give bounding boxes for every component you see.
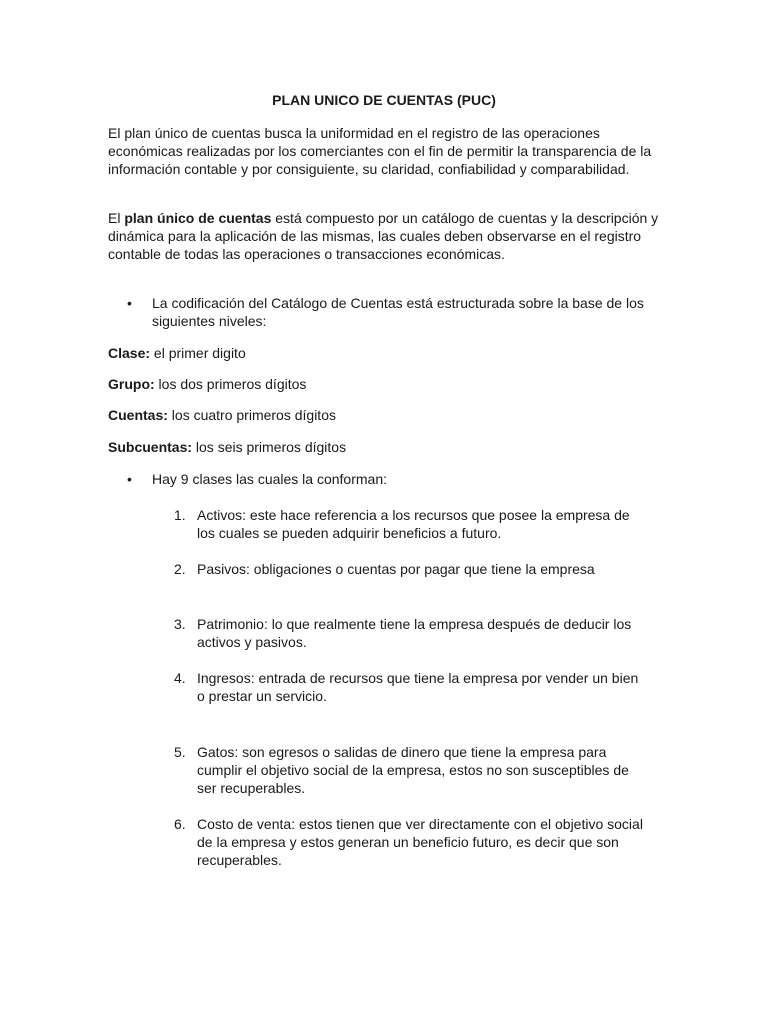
level-label: Clase: — [108, 345, 151, 361]
list-number: 6. — [174, 816, 186, 832]
list-number: 3. — [174, 616, 186, 632]
level-text: el primer digito — [150, 345, 246, 361]
level-text: los cuatro primeros dígitos — [167, 407, 336, 423]
list-number: 1. — [174, 507, 186, 523]
list-text: Patrimonio: lo que realmente tiene la empresa después de deducir los activos y pasivos. — [197, 616, 632, 650]
level-text: los seis primeros dígitos — [192, 439, 347, 455]
list-text: Gatos: son egresos o salidas de dinero que tiene la empresa para cumplir el objetivo social de la empresa, estos no son susceptibles de ser recuperables. — [197, 744, 629, 796]
bullet-icon: • — [127, 471, 132, 487]
list-text: Pasivos: obligaciones o cuentas por pagar que tiene la empresa — [197, 561, 595, 577]
composition-bold-term: plan único de cuentas — [124, 210, 272, 226]
level-clase — [108, 344, 246, 362]
list-number: 4. — [174, 670, 186, 686]
intro-paragraph: El plan único de cuentas busca la uniformidad en el registro de las operaciones económicas realizadas por los comerciantes con el fin de permitir la transparencia de la información contable y por consiguiente, su claridad, confiabilidad y comparabilidad. — [108, 125, 652, 177]
level-cuentas — [108, 406, 336, 424]
level-label: Grupo: — [108, 376, 155, 392]
bullet-text: La codificación del Catálogo de Cuentas está estructurada sobre la base de los siguientes niveles: — [152, 295, 644, 329]
list-text: Costo de venta: estos tienen que ver directamente con el objetivo social de la empresa y estos generan un beneficio futuro, es decir que son recuperables. — [197, 816, 643, 868]
list-text: Activos: este hace referencia a los recursos que posee la empresa de los cuales se pueden adquirir beneficios a futuro. — [197, 507, 630, 541]
bullet-icon: • — [127, 295, 132, 311]
composition-suffix: está compuesto por un catálogo de cuentas y la descripción y dinámica para la aplicación de las mismas, las cuales deben observarse en el registro contable de todas las operaciones o transacciones económicas. — [108, 210, 659, 262]
level-text: los dos primeros dígitos — [154, 376, 307, 392]
level-subcuentas — [108, 438, 346, 456]
composition-paragraph — [108, 209, 668, 263]
list-number: 5. — [174, 744, 186, 760]
document-title: PLAN UNICO DE CUENTAS (PUC) — [272, 92, 496, 108]
composition-prefix: El — [108, 210, 125, 226]
level-grupo — [108, 375, 306, 393]
level-label: Subcuentas: — [108, 439, 193, 455]
list-text: Ingresos: entrada de recursos que tiene la empresa por vender un bien o prestar un servicio. — [197, 670, 639, 704]
bullet-text: Hay 9 clases las cuales la conforman: — [152, 471, 387, 487]
level-label: Cuentas: — [108, 407, 168, 423]
list-number: 2. — [174, 561, 186, 577]
